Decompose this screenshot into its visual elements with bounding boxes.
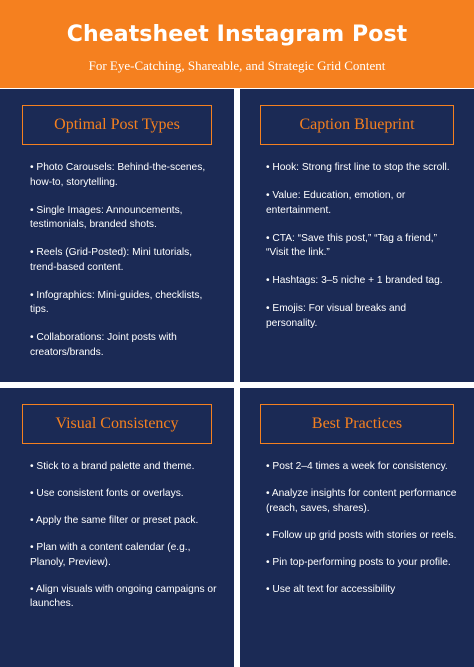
section-visual-consistency xyxy=(0,388,234,667)
section-heading-box xyxy=(260,105,454,145)
section-list xyxy=(266,161,460,345)
page-title: Cheatsheet Instagram Post xyxy=(66,22,408,47)
list-item: • Stick to a brand palette and theme. xyxy=(30,461,195,472)
list-item: • Photo Carousels: Behind-the-scenes, how-to, storytelling. xyxy=(30,162,206,188)
page-subtitle: For Eye-Catching, Shareable, and Strategic Grid Content xyxy=(88,58,386,73)
list-item: • Plan with a content calendar (e.g., Planoly, Preview). xyxy=(30,542,191,568)
section-list xyxy=(266,460,460,610)
list-item: • Post 2–4 times a week for consistency. xyxy=(266,461,448,472)
section-heading-box xyxy=(22,105,212,145)
section-list xyxy=(30,161,220,374)
section-best-practices xyxy=(240,388,474,667)
section-heading-box xyxy=(260,404,454,444)
section-heading: Best Practices xyxy=(311,415,403,432)
list-item: • Analyze insights for content performance (reach, saves, shares). xyxy=(266,488,457,514)
list-item: • Collaborations: Joint posts with creators/brands. xyxy=(30,332,177,358)
section-optimal-post-types xyxy=(0,89,234,382)
list-item: • Emojis: For visual breaks and personality. xyxy=(266,303,407,329)
list-item: • Reels (Grid-Posted): Mini tutorials, trend-based content. xyxy=(30,247,193,273)
list-item: • Single Images: Announcements, testimonials, branded shots. xyxy=(30,204,183,230)
list-item: • Value: Education, emotion, or entertainment. xyxy=(266,190,406,216)
list-item: • Align visuals with ongoing campaigns or launches. xyxy=(30,583,217,609)
list-item: • Use consistent fonts or overlays. xyxy=(30,488,184,499)
list-item: • Hashtags: 3–5 niche + 1 branded tag. xyxy=(266,275,443,286)
list-item: • Hook: Strong first line to stop the scroll. xyxy=(266,162,450,173)
section-heading: Optimal Post Types xyxy=(54,116,180,133)
section-list xyxy=(30,460,220,624)
list-item: • Apply the same filter or preset pack. xyxy=(30,515,199,526)
list-item: • CTA: “Save this post,” “Tag a friend,” “Visit the link.” xyxy=(266,232,437,258)
header-banner xyxy=(0,0,474,88)
list-item: • Use alt text for accessibility xyxy=(266,583,396,595)
section-heading: Visual Consistency xyxy=(55,415,179,432)
section-heading: Caption Blueprint xyxy=(299,116,415,133)
section-heading-box xyxy=(22,404,212,444)
list-item: • Pin top-performing posts to your profile. xyxy=(266,556,451,568)
section-caption-blueprint xyxy=(240,89,474,382)
list-item: • Infographics: Mini-guides, checklists, tips. xyxy=(30,289,203,315)
list-item: • Follow up grid posts with stories or reels. xyxy=(266,529,457,541)
